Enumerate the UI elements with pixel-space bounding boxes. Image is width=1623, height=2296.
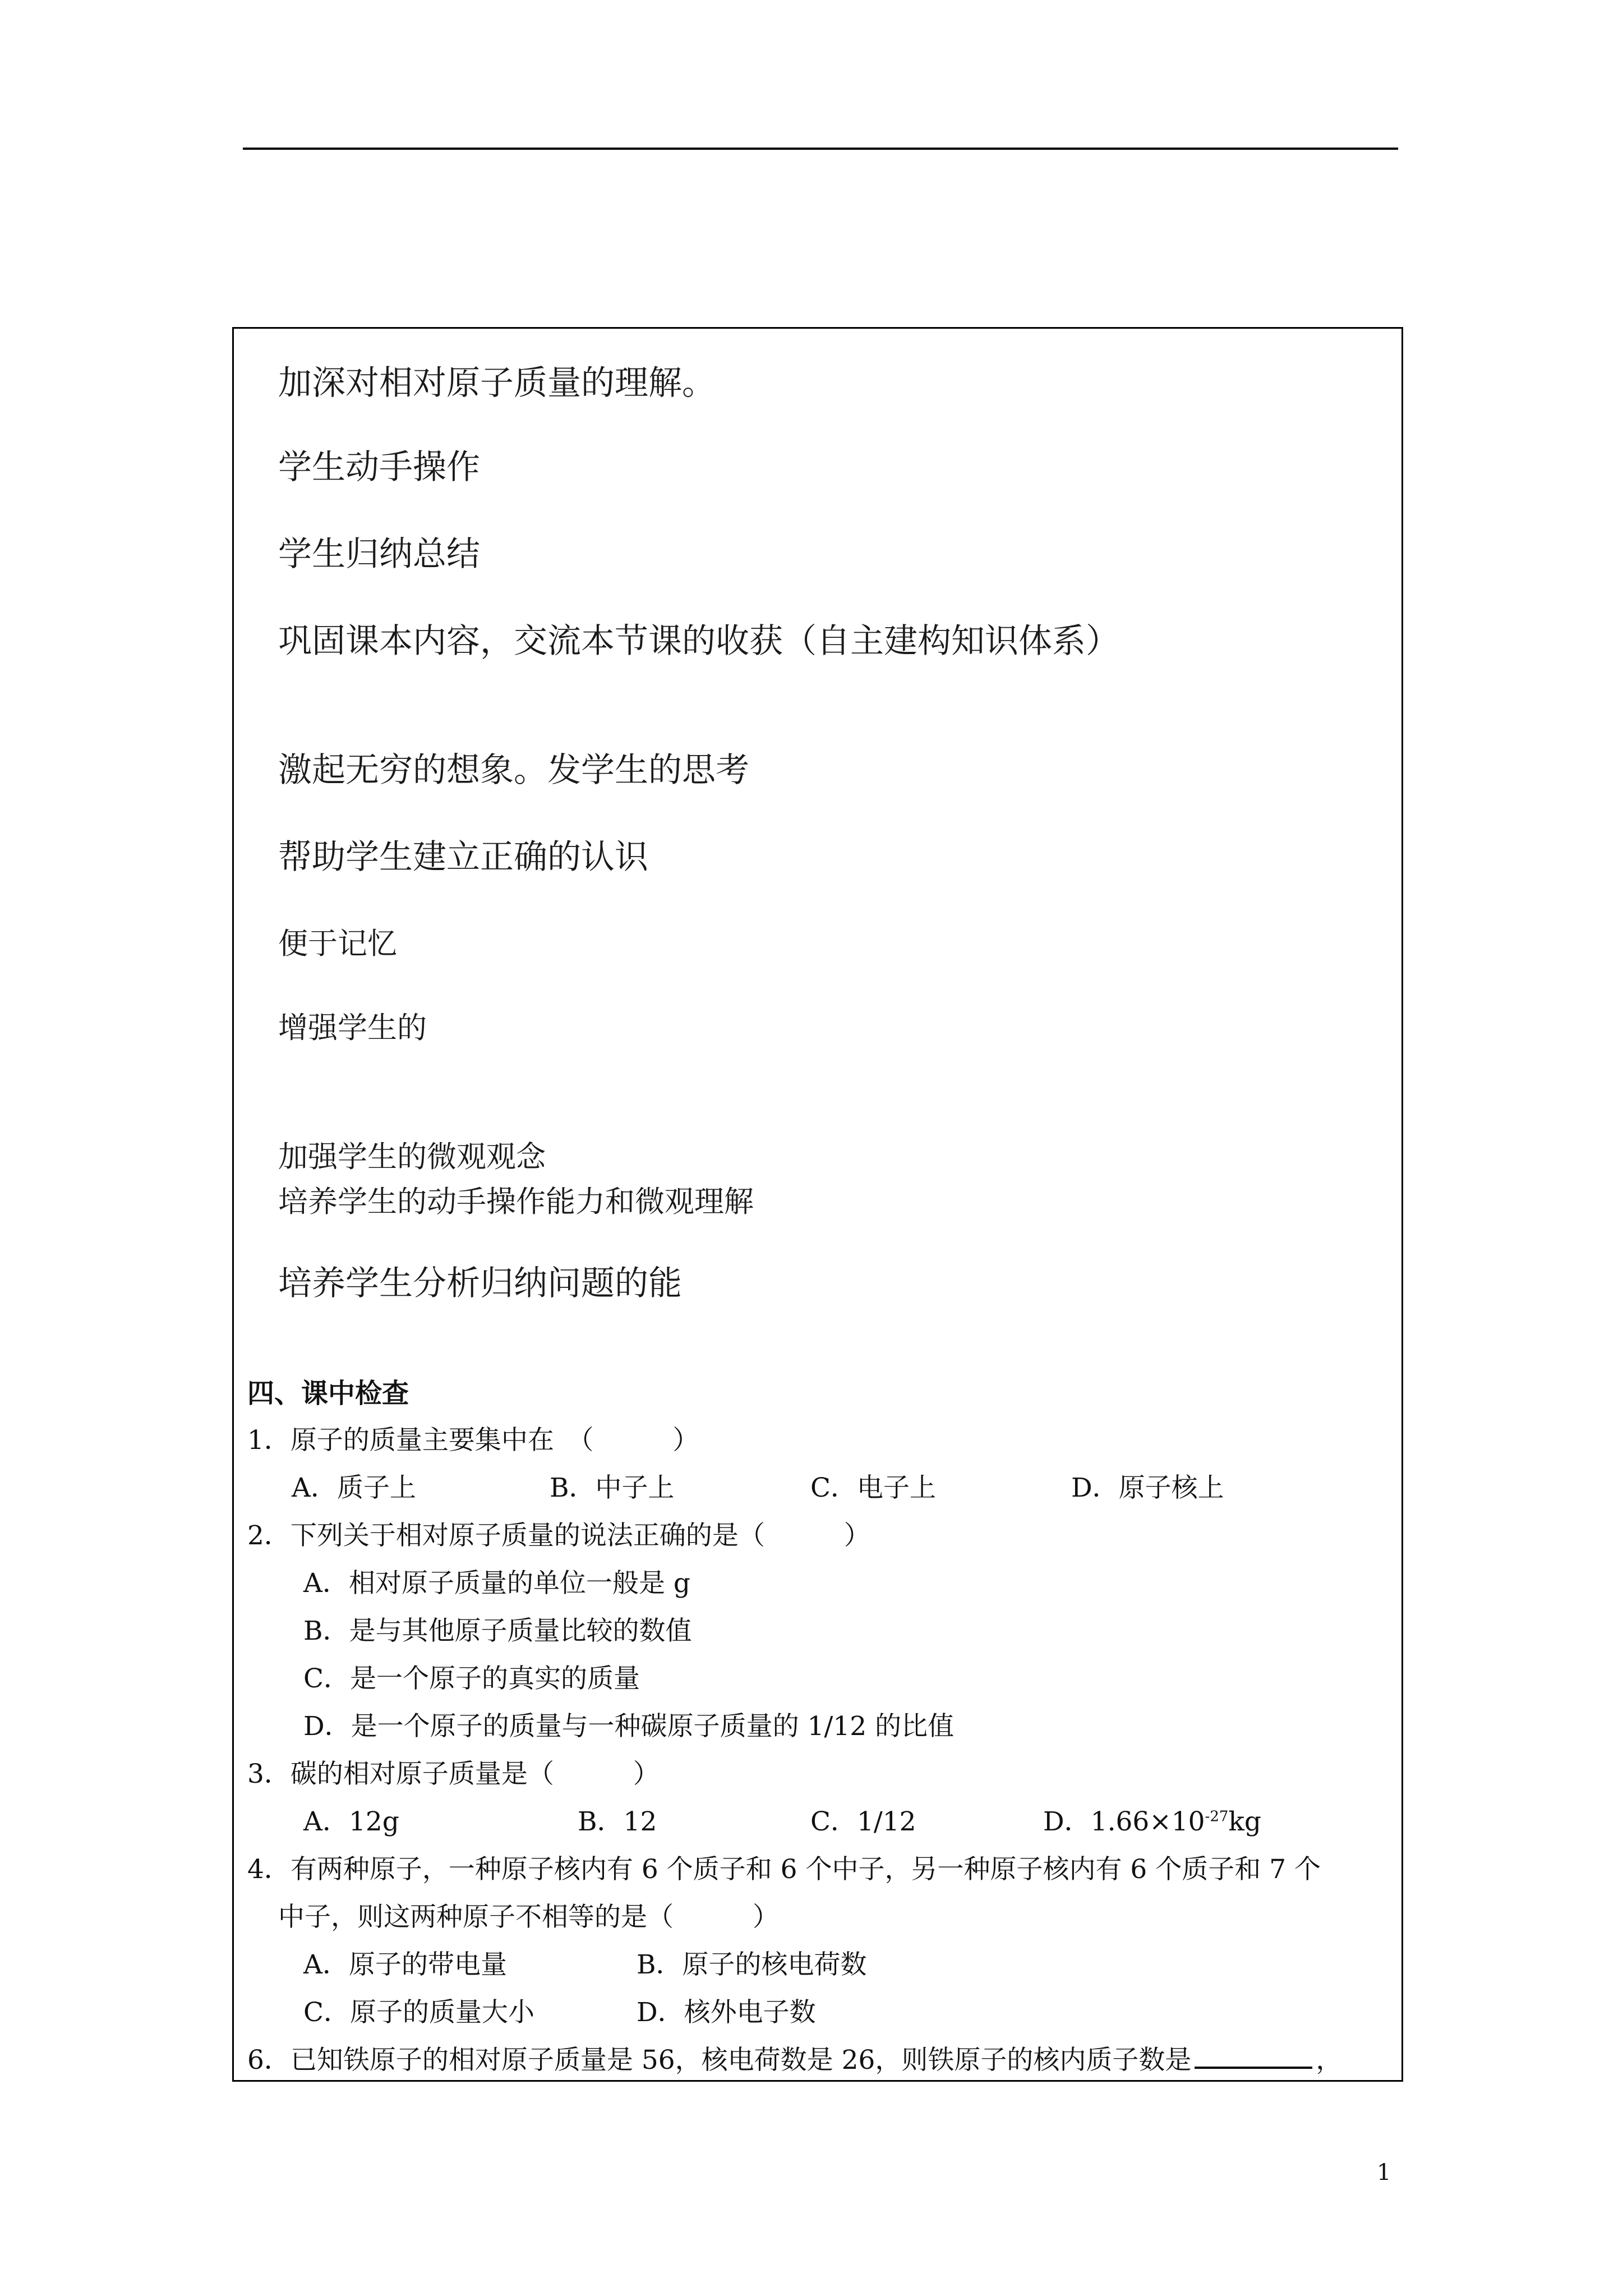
note-6: 帮助学生建立正确的认识: [278, 838, 648, 877]
header-rule: [243, 148, 1398, 150]
question-4-stem-line-1: 4．有两种原子，一种原子核内有 6 个质子和 6 个中子，另一种原子核内有 6 个质子和 7 个: [247, 1854, 1321, 1885]
question-3-stem: 3．碳的相对原子质量是（ ）: [247, 1759, 660, 1789]
question-3-option-a: A．12g: [303, 1806, 399, 1837]
question-1-option-c: C．电子上: [810, 1473, 936, 1503]
question-6: [247, 2039, 1342, 2077]
note-5: 激起无穷的想象。发学生的思考: [278, 751, 749, 790]
question-4-stem-line-2: 中子，则这两种原子不相等的是（ ）: [278, 1902, 779, 1932]
note-4: 巩固课本内容，交流本节课的收获（自主建构知识体系）: [278, 622, 1119, 661]
question-3-option-b: B．12: [578, 1806, 657, 1837]
question-6-trail: ，: [1316, 2045, 1343, 2076]
question-2-option-a: A．相对原子质量的单位一般是 g: [303, 1568, 690, 1599]
question-3-option-d-unit: kg: [1228, 1806, 1261, 1837]
note-1: 加深对相对原子质量的理解。: [278, 364, 716, 403]
question-3-option-d: [1043, 1801, 1261, 1838]
answer-blank[interactable]: [1195, 2044, 1312, 2069]
page-number: 1: [1377, 2160, 1391, 2185]
question-1-option-d: D．原子核上: [1071, 1473, 1224, 1503]
question-3-option-d-base: D．1.66×10: [1043, 1806, 1205, 1837]
section-title: 四、课中检查: [247, 1378, 409, 1409]
question-4-option-d: D．核外电子数: [637, 1997, 816, 2028]
question-4-option-b: B．原子的核电荷数: [637, 1949, 867, 1980]
question-4-option-c: C．原子的质量大小: [303, 1997, 534, 2028]
question-1-option-b: B．中子上: [550, 1473, 675, 1503]
question-3-option-d-exponent: -27: [1205, 1808, 1229, 1825]
note-9: 加强学生的微观观念: [278, 1140, 546, 1174]
question-1-stem: 1．原子的质量主要集中在 （ ）: [247, 1425, 699, 1456]
question-6-stem: 6．已知铁原子的相对原子质量是 56，核电荷数是 26，则铁原子的核内质子数是: [247, 2045, 1192, 2076]
question-3-option-c: C．1/12: [810, 1806, 916, 1837]
note-11: 培养学生分析归纳问题的能: [278, 1264, 682, 1303]
question-1-option-a: A．质子上: [292, 1473, 416, 1503]
note-2: 学生动手操作: [278, 448, 480, 487]
question-2-option-d: D．是一个原子的质量与一种碳原子质量的 1/12 的比值: [303, 1711, 955, 1742]
question-2-stem: 2．下列关于相对原子质量的说法正确的是（ ）: [247, 1520, 870, 1551]
question-2-option-b: B．是与其他原子质量比较的数值: [303, 1616, 692, 1646]
note-8: 增强学生的: [278, 1011, 427, 1045]
note-7: 便于记忆: [278, 927, 397, 961]
question-2-option-c: C．是一个原子的真实的质量: [303, 1663, 640, 1694]
question-4-option-a: A．原子的带电量: [303, 1949, 507, 1980]
note-10: 培养学生的动手操作能力和微观理解: [278, 1185, 754, 1219]
note-3: 学生归纳总结: [278, 535, 480, 574]
